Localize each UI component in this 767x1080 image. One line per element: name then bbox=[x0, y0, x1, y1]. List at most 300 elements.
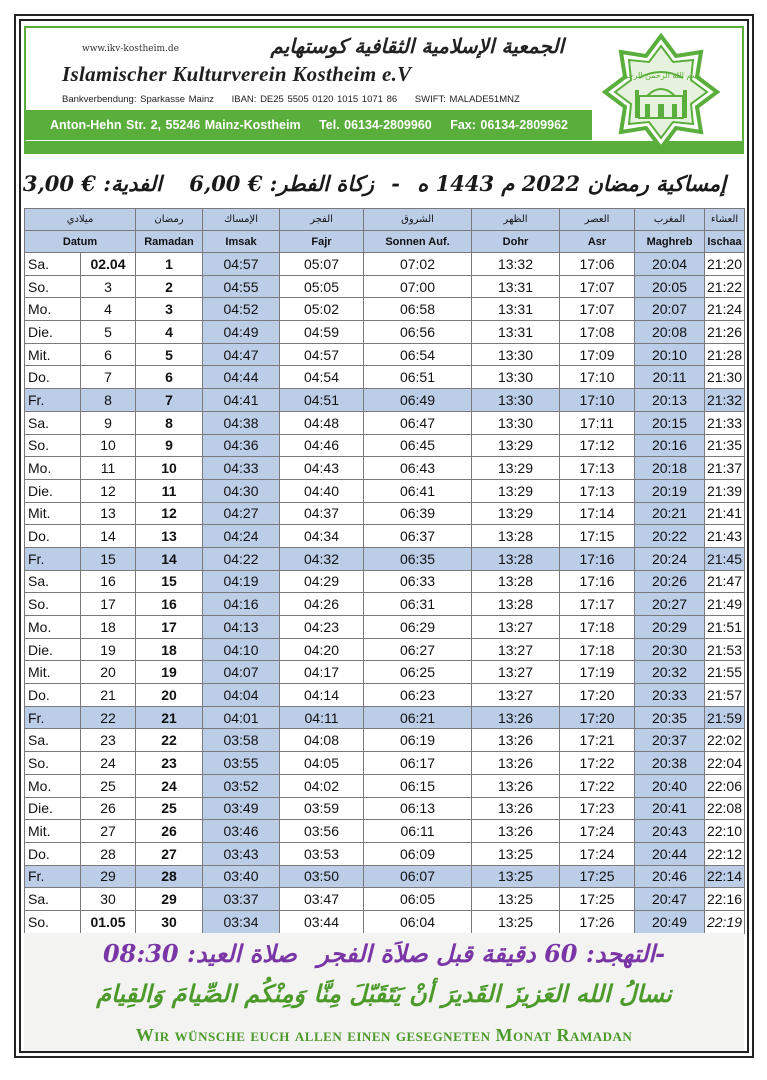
imsak-cell: 04:38 bbox=[203, 411, 280, 434]
ischaa-cell: 21:59 bbox=[705, 706, 745, 729]
date-cell: 02.04 bbox=[81, 253, 136, 276]
ischaa-cell: 21:37 bbox=[705, 457, 745, 480]
asr-cell: 17:13 bbox=[560, 457, 635, 480]
imsak-cell: 04:22 bbox=[203, 547, 280, 570]
table-row bbox=[25, 366, 745, 389]
imsak-cell: 04:07 bbox=[203, 661, 280, 684]
dohr-cell: 13:25 bbox=[472, 865, 560, 888]
sunrise-cell: 06:09 bbox=[364, 842, 472, 865]
imsak-cell: 04:04 bbox=[203, 684, 280, 707]
table-row bbox=[25, 820, 745, 843]
weekday-cell: Mo. bbox=[25, 616, 81, 639]
ramadan-day-cell: 16 bbox=[136, 593, 203, 616]
dohr-cell: 13:30 bbox=[472, 343, 560, 366]
table-row bbox=[25, 253, 745, 276]
tahajjud-and-eid-line bbox=[24, 939, 744, 968]
header-cell: العشاء bbox=[705, 209, 745, 231]
dohr-cell: 13:30 bbox=[472, 411, 560, 434]
table-row bbox=[25, 706, 745, 729]
bank-name: Bankverbendung: Sparkasse Mainz bbox=[62, 94, 214, 105]
table-row bbox=[25, 321, 745, 344]
ramadan-day-cell: 12 bbox=[136, 502, 203, 525]
ischaa-cell: 22:12 bbox=[705, 842, 745, 865]
maghreb-cell: 20:32 bbox=[635, 661, 705, 684]
ischaa-cell: 21:57 bbox=[705, 684, 745, 707]
timetable-body bbox=[25, 253, 745, 934]
footer bbox=[24, 933, 744, 1051]
table-row bbox=[25, 752, 745, 775]
weekday-cell: Do. bbox=[25, 684, 81, 707]
weekday-cell: So. bbox=[25, 275, 81, 298]
weekday-cell: Fr. bbox=[25, 865, 81, 888]
weekday-cell: Fr. bbox=[25, 547, 81, 570]
fajr-cell: 04:48 bbox=[280, 411, 364, 434]
dohr-cell: 13:31 bbox=[472, 298, 560, 321]
imsak-cell: 04:36 bbox=[203, 434, 280, 457]
ramadan-day-cell: 15 bbox=[136, 570, 203, 593]
maghreb-cell: 20:43 bbox=[635, 820, 705, 843]
header-cell: Asr bbox=[560, 231, 635, 253]
organization-name: Islamischer Kulturverein Kostheim e.V bbox=[62, 62, 412, 86]
sunrise-cell: 06:33 bbox=[364, 570, 472, 593]
ramadan-wish: Wir wünsche euch allen einen gesegneten Monat Ramadan bbox=[135, 1025, 633, 1045]
maghreb-cell: 20:16 bbox=[635, 434, 705, 457]
dohr-cell: 13:28 bbox=[472, 525, 560, 548]
asr-cell: 17:13 bbox=[560, 479, 635, 502]
asr-cell: 17:08 bbox=[560, 321, 635, 344]
dohr-cell: 13:30 bbox=[472, 366, 560, 389]
asr-cell: 17:06 bbox=[560, 253, 635, 276]
sunrise-cell: 06:25 bbox=[364, 661, 472, 684]
date-cell: 11 bbox=[81, 457, 136, 480]
dohr-cell: 13:26 bbox=[472, 729, 560, 752]
fajr-cell: 04:51 bbox=[280, 389, 364, 412]
header-cell: Imsak bbox=[203, 231, 280, 253]
imsak-cell: 04:57 bbox=[203, 253, 280, 276]
ramadan-day-cell: 25 bbox=[136, 797, 203, 820]
date-cell: 9 bbox=[81, 411, 136, 434]
mosque-logo-icon bbox=[601, 32, 721, 152]
ischaa-cell: 22:06 bbox=[705, 774, 745, 797]
ischaa-cell: 21:20 bbox=[705, 253, 745, 276]
asr-cell: 17:17 bbox=[560, 593, 635, 616]
weekday-cell: So. bbox=[25, 910, 81, 933]
header-cell: Datum bbox=[25, 231, 136, 253]
asr-cell: 17:20 bbox=[560, 684, 635, 707]
sunrise-cell: 06:15 bbox=[364, 774, 472, 797]
dohr-cell: 13:29 bbox=[472, 434, 560, 457]
sunrise-cell: 06:27 bbox=[364, 638, 472, 661]
maghreb-cell: 20:11 bbox=[635, 366, 705, 389]
imsak-cell: 03:37 bbox=[203, 888, 280, 911]
maghreb-cell: 20:44 bbox=[635, 842, 705, 865]
weekday-cell: Fr. bbox=[25, 706, 81, 729]
dua-text: نسالُ الله العَزيزَ القَديرَ أنْ يَتَقَبّلَ مِنَّا وَمِنْكُم الصِّيامَ وَالقِيامَ bbox=[96, 979, 672, 1008]
imsak-cell: 03:43 bbox=[203, 842, 280, 865]
dohr-cell: 13:28 bbox=[472, 593, 560, 616]
fajr-cell: 04:23 bbox=[280, 616, 364, 639]
sunrise-cell: 06:35 bbox=[364, 547, 472, 570]
maghreb-cell: 20:30 bbox=[635, 638, 705, 661]
dohr-cell: 13:26 bbox=[472, 706, 560, 729]
fajr-cell: 04:20 bbox=[280, 638, 364, 661]
maghreb-cell: 20:08 bbox=[635, 321, 705, 344]
table-row bbox=[25, 434, 745, 457]
fajr-cell: 04:05 bbox=[280, 752, 364, 775]
asr-cell: 17:11 bbox=[560, 411, 635, 434]
date-cell: 25 bbox=[81, 774, 136, 797]
sunrise-cell: 06:54 bbox=[364, 343, 472, 366]
ischaa-cell: 21:26 bbox=[705, 321, 745, 344]
ramadan-day-cell: 17 bbox=[136, 616, 203, 639]
fajr-cell: 04:40 bbox=[280, 479, 364, 502]
fajr-cell: 04:37 bbox=[280, 502, 364, 525]
fajr-cell: 04:08 bbox=[280, 729, 364, 752]
table-row bbox=[25, 525, 745, 548]
ramadan-day-cell: 3 bbox=[136, 298, 203, 321]
header-cell: ميلادي bbox=[25, 209, 136, 231]
date-cell: 15 bbox=[81, 547, 136, 570]
dohr-cell: 13:27 bbox=[472, 661, 560, 684]
table-row bbox=[25, 411, 745, 434]
maghreb-cell: 20:22 bbox=[635, 525, 705, 548]
asr-cell: 17:09 bbox=[560, 343, 635, 366]
table-row bbox=[25, 797, 745, 820]
date-cell: 19 bbox=[81, 638, 136, 661]
maghreb-cell: 20:15 bbox=[635, 411, 705, 434]
asr-cell: 17:21 bbox=[560, 729, 635, 752]
ramadan-day-cell: 21 bbox=[136, 706, 203, 729]
asr-cell: 17:24 bbox=[560, 842, 635, 865]
weekday-cell: Do. bbox=[25, 842, 81, 865]
weekday-cell: Do. bbox=[25, 525, 81, 548]
imsak-cell: 04:49 bbox=[203, 321, 280, 344]
fajr-cell: 04:43 bbox=[280, 457, 364, 480]
ischaa-cell: 22:14 bbox=[705, 865, 745, 888]
date-cell: 18 bbox=[81, 616, 136, 639]
ramadan-day-cell: 30 bbox=[136, 910, 203, 933]
sunrise-cell: 06:29 bbox=[364, 616, 472, 639]
sunrise-cell: 06:39 bbox=[364, 502, 472, 525]
sunrise-cell: 06:47 bbox=[364, 411, 472, 434]
weekday-cell: Sa. bbox=[25, 253, 81, 276]
imsak-cell: 04:19 bbox=[203, 570, 280, 593]
imsak-cell: 04:47 bbox=[203, 343, 280, 366]
imsak-cell: 04:33 bbox=[203, 457, 280, 480]
date-cell: 24 bbox=[81, 752, 136, 775]
dohr-cell: 13:29 bbox=[472, 479, 560, 502]
fajr-cell: 04:59 bbox=[280, 321, 364, 344]
phone: Tel. 06134-2809960 bbox=[319, 118, 432, 132]
dohr-cell: 13:31 bbox=[472, 275, 560, 298]
fajr-cell: 04:32 bbox=[280, 547, 364, 570]
fajr-cell: 05:05 bbox=[280, 275, 364, 298]
asr-cell: 17:19 bbox=[560, 661, 635, 684]
imsak-cell: 03:40 bbox=[203, 865, 280, 888]
fajr-cell: 05:07 bbox=[280, 253, 364, 276]
imsak-cell: 04:44 bbox=[203, 366, 280, 389]
ischaa-cell: 21:41 bbox=[705, 502, 745, 525]
table-row bbox=[25, 842, 745, 865]
dohr-cell: 13:26 bbox=[472, 820, 560, 843]
weekday-cell: Sa. bbox=[25, 888, 81, 911]
fajr-cell: 04:34 bbox=[280, 525, 364, 548]
contact-bar bbox=[26, 110, 592, 140]
weekday-cell: Mo. bbox=[25, 298, 81, 321]
ramadan-day-cell: 24 bbox=[136, 774, 203, 797]
date-cell: 01.05 bbox=[81, 910, 136, 933]
date-cell: 10 bbox=[81, 434, 136, 457]
fajr-cell: 04:46 bbox=[280, 434, 364, 457]
fajr-cell: 03:50 bbox=[280, 865, 364, 888]
imsak-cell: 03:52 bbox=[203, 774, 280, 797]
table-row bbox=[25, 865, 745, 888]
ischaa-cell: 21:43 bbox=[705, 525, 745, 548]
weekday-cell: So. bbox=[25, 752, 81, 775]
date-cell: 6 bbox=[81, 343, 136, 366]
weekday-cell: Fr. bbox=[25, 389, 81, 412]
imsak-cell: 03:46 bbox=[203, 820, 280, 843]
maghreb-cell: 20:27 bbox=[635, 593, 705, 616]
dohr-cell: 13:31 bbox=[472, 321, 560, 344]
dohr-cell: 13:30 bbox=[472, 389, 560, 412]
ramadan-day-cell: 5 bbox=[136, 343, 203, 366]
sunrise-cell: 06:49 bbox=[364, 389, 472, 412]
maghreb-cell: 20:41 bbox=[635, 797, 705, 820]
fajr-cell: 04:54 bbox=[280, 366, 364, 389]
weekday-cell: Do. bbox=[25, 366, 81, 389]
iban: IBAN: DE25 5505 0120 1015 1071 86 bbox=[231, 94, 398, 105]
dohr-cell: 13:27 bbox=[472, 684, 560, 707]
ischaa-cell: 22:04 bbox=[705, 752, 745, 775]
table-row bbox=[25, 389, 745, 412]
asr-cell: 17:15 bbox=[560, 525, 635, 548]
imsak-cell: 03:55 bbox=[203, 752, 280, 775]
maghreb-cell: 20:21 bbox=[635, 502, 705, 525]
sunrise-cell: 06:19 bbox=[364, 729, 472, 752]
ischaa-cell: 22:19 bbox=[705, 910, 745, 933]
weekday-cell: Mit. bbox=[25, 661, 81, 684]
weekday-cell: Die. bbox=[25, 321, 81, 344]
header-cell: رمضان bbox=[136, 209, 203, 231]
table-row bbox=[25, 457, 745, 480]
asr-cell: 17:18 bbox=[560, 616, 635, 639]
sunrise-cell: 07:00 bbox=[364, 275, 472, 298]
header-cell: الفجر bbox=[280, 209, 364, 231]
ischaa-cell: 21:51 bbox=[705, 616, 745, 639]
logo-calligraphy: بسم الله الرحمن الرحيم bbox=[620, 71, 702, 80]
sunrise-cell: 06:04 bbox=[364, 910, 472, 933]
asr-cell: 17:22 bbox=[560, 774, 635, 797]
imsak-cell: 04:16 bbox=[203, 593, 280, 616]
dohr-cell: 13:28 bbox=[472, 547, 560, 570]
sunrise-cell: 06:23 bbox=[364, 684, 472, 707]
header-row-arabic bbox=[25, 209, 745, 231]
date-cell: 5 bbox=[81, 321, 136, 344]
fajr-cell: 03:47 bbox=[280, 888, 364, 911]
table-row bbox=[25, 616, 745, 639]
ramadan-day-cell: 8 bbox=[136, 411, 203, 434]
eid-prayer-time: صلاة العيد: 08:30 bbox=[102, 939, 297, 968]
asr-cell: 17:18 bbox=[560, 638, 635, 661]
ramadan-day-cell: 2 bbox=[136, 275, 203, 298]
weekday-cell: Mit. bbox=[25, 343, 81, 366]
table-row bbox=[25, 343, 745, 366]
ischaa-cell: 21:45 bbox=[705, 547, 745, 570]
imsak-cell: 04:27 bbox=[203, 502, 280, 525]
date-cell: 30 bbox=[81, 888, 136, 911]
ramadan-day-cell: 27 bbox=[136, 842, 203, 865]
header-cell: Dohr bbox=[472, 231, 560, 253]
dohr-cell: 13:29 bbox=[472, 457, 560, 480]
imsak-cell: 04:10 bbox=[203, 638, 280, 661]
dohr-cell: 13:26 bbox=[472, 752, 560, 775]
date-cell: 3 bbox=[81, 275, 136, 298]
ramadan-day-cell: 1 bbox=[136, 253, 203, 276]
date-cell: 28 bbox=[81, 842, 136, 865]
imsak-cell: 04:24 bbox=[203, 525, 280, 548]
date-cell: 4 bbox=[81, 298, 136, 321]
asr-cell: 17:20 bbox=[560, 706, 635, 729]
ramadan-day-cell: 28 bbox=[136, 865, 203, 888]
header bbox=[24, 26, 744, 154]
imsak-cell: 04:52 bbox=[203, 298, 280, 321]
maghreb-cell: 20:38 bbox=[635, 752, 705, 775]
maghreb-cell: 20:49 bbox=[635, 910, 705, 933]
maghreb-cell: 20:24 bbox=[635, 547, 705, 570]
ramadan-day-cell: 7 bbox=[136, 389, 203, 412]
weekday-cell: Sa. bbox=[25, 729, 81, 752]
fajr-cell: 04:14 bbox=[280, 684, 364, 707]
sunrise-cell: 06:43 bbox=[364, 457, 472, 480]
dohr-cell: 13:27 bbox=[472, 638, 560, 661]
fajr-cell: 03:53 bbox=[280, 842, 364, 865]
dohr-cell: 13:27 bbox=[472, 616, 560, 639]
ischaa-cell: 21:47 bbox=[705, 570, 745, 593]
sunrise-cell: 06:11 bbox=[364, 820, 472, 843]
ischaa-cell: 21:24 bbox=[705, 298, 745, 321]
fajr-cell: 04:29 bbox=[280, 570, 364, 593]
asr-cell: 17:12 bbox=[560, 434, 635, 457]
asr-cell: 17:23 bbox=[560, 797, 635, 820]
tahajjud-note: -التهجد: 60 دقيقة قبل صلاَة الفجر bbox=[317, 939, 666, 968]
table-row bbox=[25, 479, 745, 502]
swift: SWIFT: MALADE51MNZ bbox=[414, 94, 520, 105]
ramadan-day-cell: 22 bbox=[136, 729, 203, 752]
asr-cell: 17:25 bbox=[560, 888, 635, 911]
ramadan-day-cell: 20 bbox=[136, 684, 203, 707]
date-cell: 14 bbox=[81, 525, 136, 548]
ischaa-cell: 21:22 bbox=[705, 275, 745, 298]
fajr-cell: 04:11 bbox=[280, 706, 364, 729]
arabic-association-name: الجمعية الإسلامية الثقافية كوستهايم bbox=[270, 34, 564, 58]
sunrise-cell: 06:31 bbox=[364, 593, 472, 616]
ischaa-cell: 21:53 bbox=[705, 638, 745, 661]
address: Anton-Hehn Str. 2, 55246 Mainz-Kostheim bbox=[50, 118, 301, 132]
table-row bbox=[25, 593, 745, 616]
weekday-cell: Mit. bbox=[25, 502, 81, 525]
ischaa-cell: 21:28 bbox=[705, 343, 745, 366]
header-cell: الإمساك bbox=[203, 209, 280, 231]
imsakiya-title: إمساكية رمضان 2022 م 1443 ه bbox=[417, 171, 726, 196]
dohr-cell: 13:25 bbox=[472, 910, 560, 933]
website-url[interactable]: www.ikv-kostheim.de bbox=[82, 44, 179, 54]
date-cell: 7 bbox=[81, 366, 136, 389]
sunrise-cell: 06:17 bbox=[364, 752, 472, 775]
date-cell: 26 bbox=[81, 797, 136, 820]
maghreb-cell: 20:18 bbox=[635, 457, 705, 480]
fajr-cell: 04:26 bbox=[280, 593, 364, 616]
fajr-cell: 03:56 bbox=[280, 820, 364, 843]
imsak-cell: 04:55 bbox=[203, 275, 280, 298]
imsak-cell: 04:01 bbox=[203, 706, 280, 729]
asr-cell: 17:22 bbox=[560, 752, 635, 775]
asr-cell: 17:07 bbox=[560, 298, 635, 321]
ischaa-cell: 22:16 bbox=[705, 888, 745, 911]
date-cell: 17 bbox=[81, 593, 136, 616]
sunrise-cell: 06:58 bbox=[364, 298, 472, 321]
maghreb-cell: 20:05 bbox=[635, 275, 705, 298]
weekday-cell: Mo. bbox=[25, 457, 81, 480]
table-row bbox=[25, 502, 745, 525]
table-row bbox=[25, 910, 745, 933]
ischaa-cell: 21:55 bbox=[705, 661, 745, 684]
maghreb-cell: 20:40 bbox=[635, 774, 705, 797]
header-cell: Sonnen Auf. bbox=[364, 231, 472, 253]
sunrise-cell: 06:21 bbox=[364, 706, 472, 729]
fajr-cell: 05:02 bbox=[280, 298, 364, 321]
sunrise-cell: 07:02 bbox=[364, 253, 472, 276]
fajr-cell: 04:17 bbox=[280, 661, 364, 684]
ramadan-day-cell: 26 bbox=[136, 820, 203, 843]
ramadan-day-cell: 29 bbox=[136, 888, 203, 911]
weekday-cell: Die. bbox=[25, 638, 81, 661]
maghreb-cell: 20:19 bbox=[635, 479, 705, 502]
maghreb-cell: 20:26 bbox=[635, 570, 705, 593]
header-cell: Maghreb bbox=[635, 231, 705, 253]
header-row-german bbox=[25, 231, 745, 253]
table-row bbox=[25, 298, 745, 321]
imsak-cell: 04:13 bbox=[203, 616, 280, 639]
maghreb-cell: 20:47 bbox=[635, 888, 705, 911]
ischaa-cell: 21:35 bbox=[705, 434, 745, 457]
fidya: الفدية: € 3,00 bbox=[22, 171, 162, 196]
asr-cell: 17:24 bbox=[560, 820, 635, 843]
ramadan-day-cell: 14 bbox=[136, 547, 203, 570]
asr-cell: 17:07 bbox=[560, 275, 635, 298]
maghreb-cell: 20:07 bbox=[635, 298, 705, 321]
date-cell: 23 bbox=[81, 729, 136, 752]
asr-cell: 17:10 bbox=[560, 389, 635, 412]
table-row bbox=[25, 774, 745, 797]
ischaa-cell: 21:30 bbox=[705, 366, 745, 389]
weekday-cell: Die. bbox=[25, 797, 81, 820]
ramadan-day-cell: 4 bbox=[136, 321, 203, 344]
ramadan-day-cell: 6 bbox=[136, 366, 203, 389]
imsak-cell: 04:41 bbox=[203, 389, 280, 412]
weekday-cell: Mo. bbox=[25, 774, 81, 797]
maghreb-cell: 20:13 bbox=[635, 389, 705, 412]
maghreb-cell: 20:10 bbox=[635, 343, 705, 366]
sunrise-cell: 06:05 bbox=[364, 888, 472, 911]
weekday-cell: Sa. bbox=[25, 411, 81, 434]
maghreb-cell: 20:46 bbox=[635, 865, 705, 888]
date-cell: 12 bbox=[81, 479, 136, 502]
table-row bbox=[25, 888, 745, 911]
weekday-cell: So. bbox=[25, 434, 81, 457]
bank-details bbox=[62, 94, 534, 105]
dohr-cell: 13:32 bbox=[472, 253, 560, 276]
